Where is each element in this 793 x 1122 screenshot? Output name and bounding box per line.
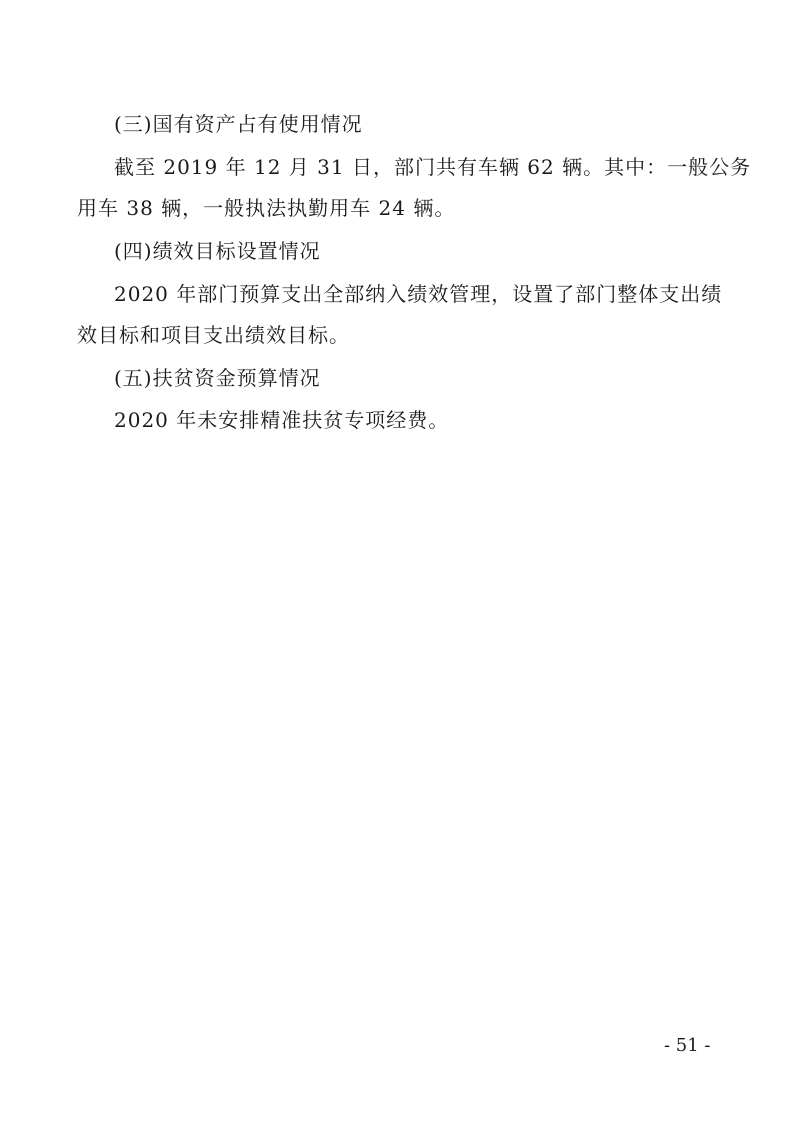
paragraph-vehicles-line-1: 截至 2019 年 12 月 31 日，部门共有车辆 62 辆。其中：一般公务 bbox=[114, 155, 752, 179]
page-number: - 51 - bbox=[664, 1035, 711, 1056]
paragraph-poverty-funds: 2020 年未安排精准扶贫专项经费。 bbox=[114, 408, 450, 432]
paragraph-performance-line-2: 效目标和项目支出绩效目标。 bbox=[77, 323, 350, 347]
section-heading-performance-targets: (四)绩效目标设置情况 bbox=[114, 239, 321, 263]
paragraph-vehicles-line-2: 用车 38 辆，一般执法执勤用车 24 辆。 bbox=[77, 196, 456, 220]
section-heading-poverty-funds: (五)扶贫资金预算情况 bbox=[114, 366, 321, 390]
paragraph-performance-line-1: 2020 年部门预算支出全部纳入绩效管理，设置了部门整体支出绩 bbox=[114, 282, 723, 306]
section-heading-state-assets: (三)国有资产占有使用情况 bbox=[114, 112, 363, 136]
